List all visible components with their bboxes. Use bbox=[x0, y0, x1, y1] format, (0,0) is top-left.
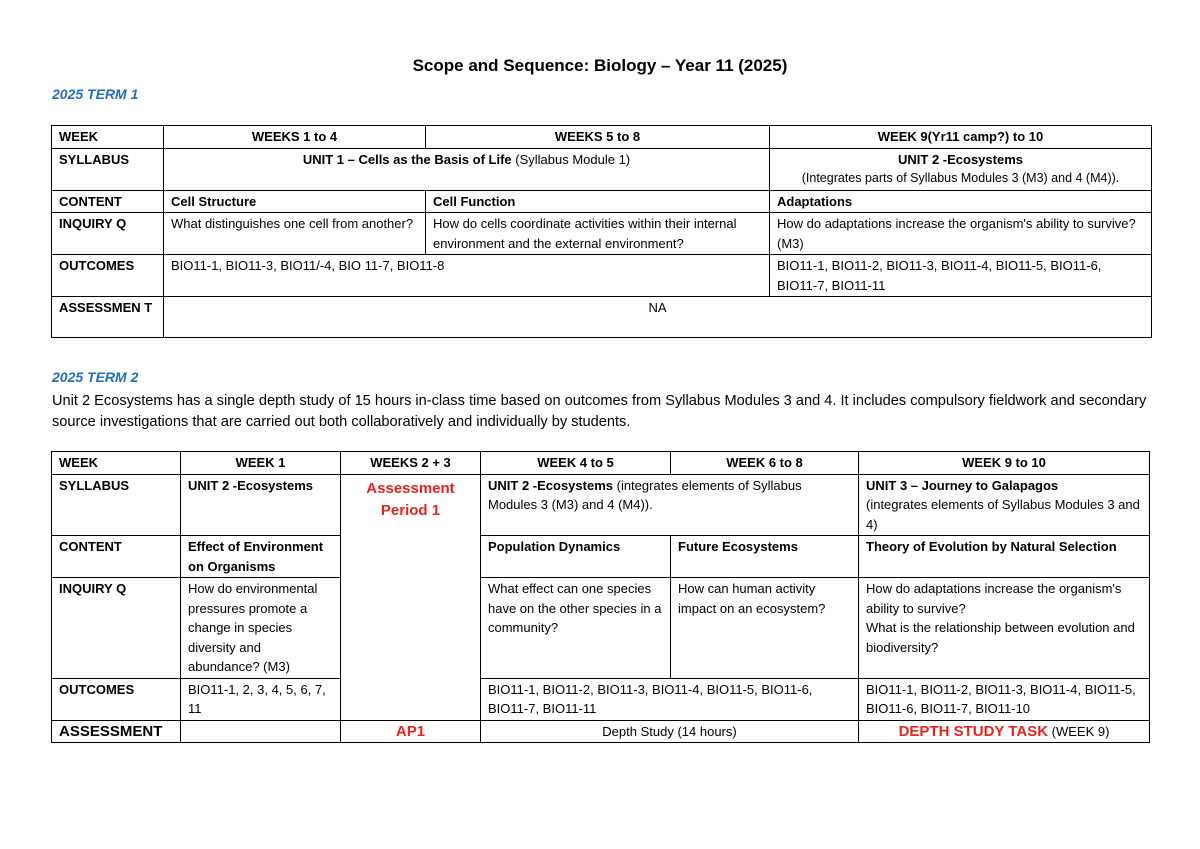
inquiry-cell: What distinguishes one cell from another? bbox=[164, 213, 426, 255]
row-label-week: WEEK bbox=[52, 126, 164, 149]
week-col-5: WEEK 9 to 10 bbox=[859, 452, 1150, 475]
unit1-detail: (Syllabus Module 1) bbox=[511, 151, 631, 167]
term1-table bbox=[51, 125, 1152, 338]
term1-heading: 2025 TERM 1 bbox=[52, 86, 139, 102]
row-label-syllabus: SYLLABUS bbox=[52, 148, 164, 190]
depth-study-cell: Depth Study (14 hours) bbox=[481, 720, 859, 743]
row-label-outcomes: OUTCOMES bbox=[52, 678, 181, 720]
week-col-2: WEEKS 5 to 8 bbox=[426, 126, 770, 149]
outcomes-cell: BIO11-1, BIO11-2, BIO11-3, BIO11-4, BIO11-5, BIO11-6, BIO11-7, BIO11-11 bbox=[770, 255, 1152, 297]
outcomes-cell: BIO11-1, BIO11-3, BIO11/-4, BIO 11-7, BIO11-8 bbox=[164, 255, 770, 297]
inquiry-line: How do adaptations increase the organism's ability to survive? bbox=[866, 581, 1122, 616]
table-row bbox=[52, 536, 1150, 578]
content-cell: Population Dynamics bbox=[481, 536, 671, 578]
row-label-content: CONTENT bbox=[52, 190, 164, 213]
content-cell: Future Ecosystems bbox=[671, 536, 859, 578]
content-cell: Adaptations bbox=[770, 190, 1152, 213]
unit1-cell bbox=[164, 148, 770, 190]
inquiry-cell: How can human activity impact on an ecosystem? bbox=[671, 578, 859, 679]
unit1-title: UNIT 1 – Cells as the Basis of Life bbox=[302, 151, 512, 167]
week-col-3: WEEK 4 to 5 bbox=[481, 452, 671, 475]
content-cell: Theory of Evolution by Natural Selection bbox=[859, 536, 1150, 578]
inquiry-line: What is the relationship between evolution and biodiversity? bbox=[866, 620, 1135, 655]
unit2-detail: (Integrates parts of Syllabus Modules 3 (M3) and 4 (M4)). bbox=[801, 171, 1120, 185]
content-cell: Cell Function bbox=[426, 190, 770, 213]
row-label-inquiry: INQUIRY Q bbox=[52, 213, 164, 255]
table-row bbox=[52, 255, 1152, 297]
unit2-title: UNIT 2 -Ecosystems bbox=[488, 477, 613, 493]
unit2-title: UNIT 2 -Ecosystems bbox=[898, 151, 1023, 167]
week-col-3: WEEK 9(Yr11 camp?) to 10 bbox=[770, 126, 1152, 149]
table-row bbox=[52, 474, 1150, 536]
unit2-cell bbox=[770, 148, 1152, 190]
table-row bbox=[52, 190, 1152, 213]
syllabus-unit3 bbox=[859, 474, 1150, 536]
term2-heading: 2025 TERM 2 bbox=[52, 369, 139, 385]
row-label-week: WEEK bbox=[52, 452, 181, 475]
term2-intro: Unit 2 Ecosystems has a single depth study of 15 hours in-class time based on outcomes from Syllabus Modules 3 and 4. It includes compulsory fieldwork and secondary source investigations that are carried out both collaboratively and individually by students. bbox=[52, 393, 1147, 430]
inquiry-cell: How do environmental pressures promote a change in species diversity and abundance? (M3) bbox=[181, 578, 341, 679]
row-label-assessment: ASSESSMEN T bbox=[52, 297, 164, 338]
assessment-period-cell bbox=[341, 474, 481, 720]
outcomes-cell: BIO11-1, 2, 3, 4, 5, 6, 7, 11 bbox=[181, 678, 341, 720]
inquiry-cell: What effect can one species have on the other species in a community? bbox=[481, 578, 671, 679]
row-label-assessment: ASSESSMENT bbox=[52, 720, 181, 743]
depth-task-label: DEPTH STUDY TASK bbox=[898, 722, 1049, 740]
row-label-syllabus: SYLLABUS bbox=[52, 474, 181, 536]
assessment-cell: NA bbox=[164, 297, 1152, 338]
week-col-2: WEEKS 2 + 3 bbox=[341, 452, 481, 475]
unit3-title: UNIT 3 – Journey to Galapagos bbox=[866, 477, 1059, 493]
row-label-outcomes: OUTCOMES bbox=[52, 255, 164, 297]
inquiry-cell bbox=[859, 578, 1150, 679]
ap1-label: AP1 bbox=[341, 720, 481, 743]
unit2-detail: (integrates elements of Syllabus Modules 3 (M3) and 4 (M4)). bbox=[488, 477, 802, 512]
week-col-4: WEEK 6 to 8 bbox=[671, 452, 859, 475]
syllabus-week1: UNIT 2 -Ecosystems bbox=[181, 474, 341, 536]
table-row bbox=[52, 452, 1150, 475]
assessment-period-label: Assessment Period 1 bbox=[366, 479, 455, 519]
table-row bbox=[52, 213, 1152, 255]
table-row bbox=[52, 678, 1150, 720]
syllabus-unit2 bbox=[481, 474, 859, 536]
table-row bbox=[52, 720, 1150, 743]
term2-table bbox=[51, 451, 1150, 743]
assessment-cell bbox=[181, 720, 341, 743]
row-label-content: CONTENT bbox=[52, 536, 181, 578]
row-label-inquiry: INQUIRY Q bbox=[52, 578, 181, 679]
table-row bbox=[52, 148, 1152, 190]
outcomes-cell: BIO11-1, BIO11-2, BIO11-3, BIO11-4, BIO11-5, BIO11-6, BIO11-7, BIO11-11 bbox=[481, 678, 859, 720]
inquiry-cell: How do cells coordinate activities within their internal environment and the external environment? bbox=[426, 213, 770, 255]
unit3-detail: (integrates elements of Syllabus Modules 3 and 4) bbox=[866, 497, 1140, 532]
content-cell: Cell Structure bbox=[164, 190, 426, 213]
table-row bbox=[52, 578, 1150, 679]
week-col-1: WEEKS 1 to 4 bbox=[164, 126, 426, 149]
week-col-1: WEEK 1 bbox=[181, 452, 341, 475]
inquiry-cell: How do adaptations increase the organism's ability to survive? (M3) bbox=[770, 213, 1152, 255]
table-row bbox=[52, 126, 1152, 149]
depth-task-cell bbox=[859, 720, 1150, 743]
page-title: Scope and Sequence: Biology – Year 11 (2025) bbox=[412, 56, 788, 75]
table-row bbox=[52, 297, 1152, 338]
depth-task-week: (WEEK 9) bbox=[1048, 723, 1110, 739]
outcomes-cell: BIO11-1, BIO11-2, BIO11-3, BIO11-4, BIO11-5, BIO11-6, BIO11-7, BIO11-10 bbox=[859, 678, 1150, 720]
content-cell: Effect of Environment on Organisms bbox=[181, 536, 341, 578]
